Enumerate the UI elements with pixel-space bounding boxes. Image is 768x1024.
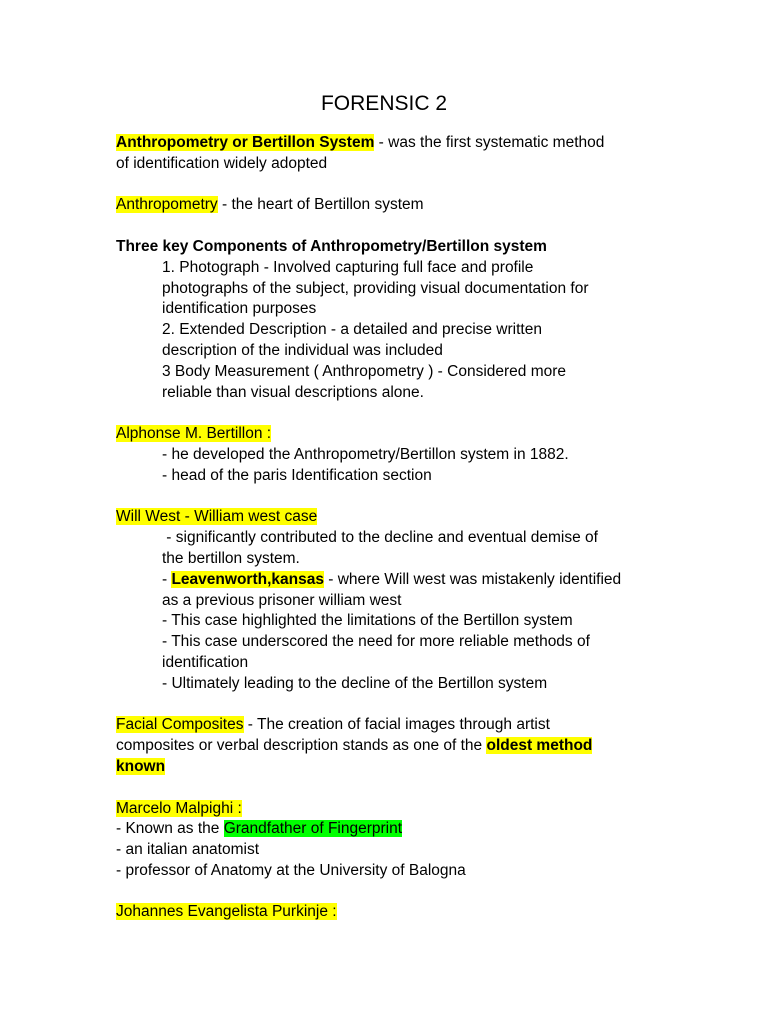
document-body: [116, 133, 656, 923]
list-item: - This case underscored the need for more reliable methods of: [162, 633, 590, 651]
list-item: identification: [162, 653, 249, 671]
list-item: - This case highlighted the limitations of the Bertillon system: [162, 612, 573, 630]
list-item: 2. Extended Description - a detailed and precise written: [162, 321, 542, 339]
will-west-heading: [116, 507, 656, 528]
list-item: as a previous prisoner william west: [162, 591, 402, 609]
anthropometry-definition: Anthropometry - the heart of Bertillon system: [116, 196, 424, 214]
facial-composites-definition: Facial Composites - The creation of facial images through artist: [116, 716, 550, 734]
text-line: composites or verbal description stands as one of the oldest method: [116, 737, 593, 755]
list-item: 1. Photograph - Involved capturing full face and profile: [162, 258, 534, 276]
highlighted-term: Alphonse M. Bertillon :: [116, 425, 272, 443]
bertillon-system-definition: Anthropometry or Bertillon System - was the first systematic method: [116, 134, 605, 151]
list-item: - he developed the Anthropometry/Bertillon system in 1882.: [162, 445, 569, 463]
green-highlighted-term: Grandfather of Fingerprint: [223, 820, 403, 838]
list-item: - an italian anatomist: [116, 841, 260, 859]
bertillon-person-heading: [116, 424, 656, 445]
highlighted-term: Anthropometry or Bertillon System: [116, 134, 375, 151]
list-item: - significantly contributed to the decline and eventual demise of: [162, 529, 598, 547]
malpighi-heading: [116, 799, 656, 820]
list-item: - professor of Anatomy at the University of Balogna: [116, 861, 466, 879]
highlighted-term: Facial Composites: [116, 716, 244, 734]
document-title: FORENSIC 2: [320, 92, 448, 115]
highlighted-term: Anthropometry: [116, 196, 218, 214]
list-item: - head of the paris Identification section: [162, 466, 432, 484]
highlighted-term: known: [116, 757, 166, 775]
list-item: - Ultimately leading to the decline of the Bertillon system: [162, 674, 548, 692]
text-line: [116, 757, 656, 778]
highlighted-term: Johannes Evangelista Purkinje :: [116, 903, 337, 921]
highlighted-term: Will West - William west case: [116, 508, 318, 526]
purkinje-heading: [116, 902, 656, 923]
list-item: description of the individual was included: [162, 341, 443, 359]
list-item: 3 Body Measurement ( Anthropometry ) - Considered more: [162, 362, 567, 380]
list-item: identification purposes: [162, 300, 317, 318]
list-item: - Known as the Grandfather of Fingerprint: [116, 820, 403, 838]
list-item: the bertillon system.: [162, 549, 300, 567]
components-heading: Three key Components of Anthropometry/Bertillon system: [116, 237, 547, 255]
list-item: - Leavenworth,kansas - where Will west was mistakenly identified: [162, 570, 622, 588]
highlighted-term: oldest method: [486, 737, 593, 755]
text-line: of identification widely adopted: [116, 154, 328, 172]
list-item: photographs of the subject, providing visual documentation for: [162, 279, 589, 297]
highlighted-term: Leavenworth,kansas: [171, 570, 324, 588]
highlighted-term: Marcelo Malpighi :: [116, 799, 242, 817]
list-item: reliable than visual descriptions alone.: [162, 383, 424, 401]
